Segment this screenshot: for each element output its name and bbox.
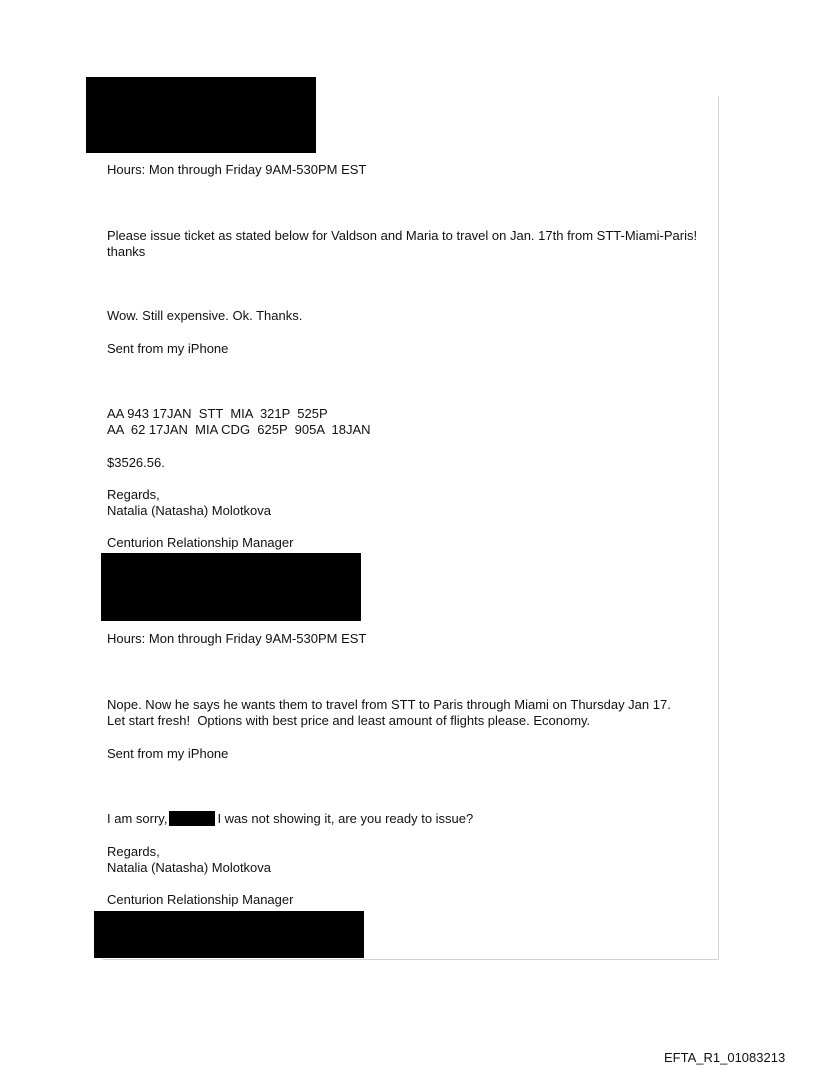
document-id: EFTA_R1_01083213 [664,1050,786,1065]
sender-title: Centurion Relationship Manager [107,535,294,550]
request-text-line-2: Let start fresh! Options with best price and least amount of flights please. Economy. [107,713,591,728]
email-frame [103,96,719,960]
sent-from-text: Sent from my iPhone [107,746,229,761]
itinerary-line-2: AA 62 17JAN MIA CDG 625P 905A 18JAN [107,422,371,437]
hours-text: Hours: Mon through Friday 9AM-530PM EST [107,631,367,646]
redaction-block-footer [94,911,364,958]
apology-text-start: I am sorry, [107,811,168,826]
request-text-line-1: Nope. Now he says he wants them to travel from STT to Paris through Miami on Thursday Jan 17. [107,697,671,712]
hours-text: Hours: Mon through Friday 9AM-530PM EST [107,162,367,177]
sent-from-text: Sent from my iPhone [107,341,229,356]
itinerary-line-1: AA 943 17JAN STT MIA 321P 525P [107,406,328,421]
redaction-inline-name [169,811,215,826]
apology-text-end: I was not showing it, are you ready to issue? [217,811,474,826]
sender-name: Natalia (Natasha) Molotkova [107,860,272,875]
redaction-block-header [86,77,316,153]
regards-text: Regards, [107,844,160,859]
apology-text [107,811,473,827]
reply-text: Wow. Still expensive. Ok. Thanks. [107,308,303,323]
redaction-block-signature [101,553,361,621]
price-text: $3526.56. [107,455,165,470]
issue-request-text: Please issue ticket as stated below for Valdson and Maria to travel on Jan. 17th from STT-Miami-Paris! thanks [107,228,698,259]
sender-name: Natalia (Natasha) Molotkova [107,503,272,518]
regards-text: Regards, [107,487,160,502]
sender-title: Centurion Relationship Manager [107,892,294,907]
